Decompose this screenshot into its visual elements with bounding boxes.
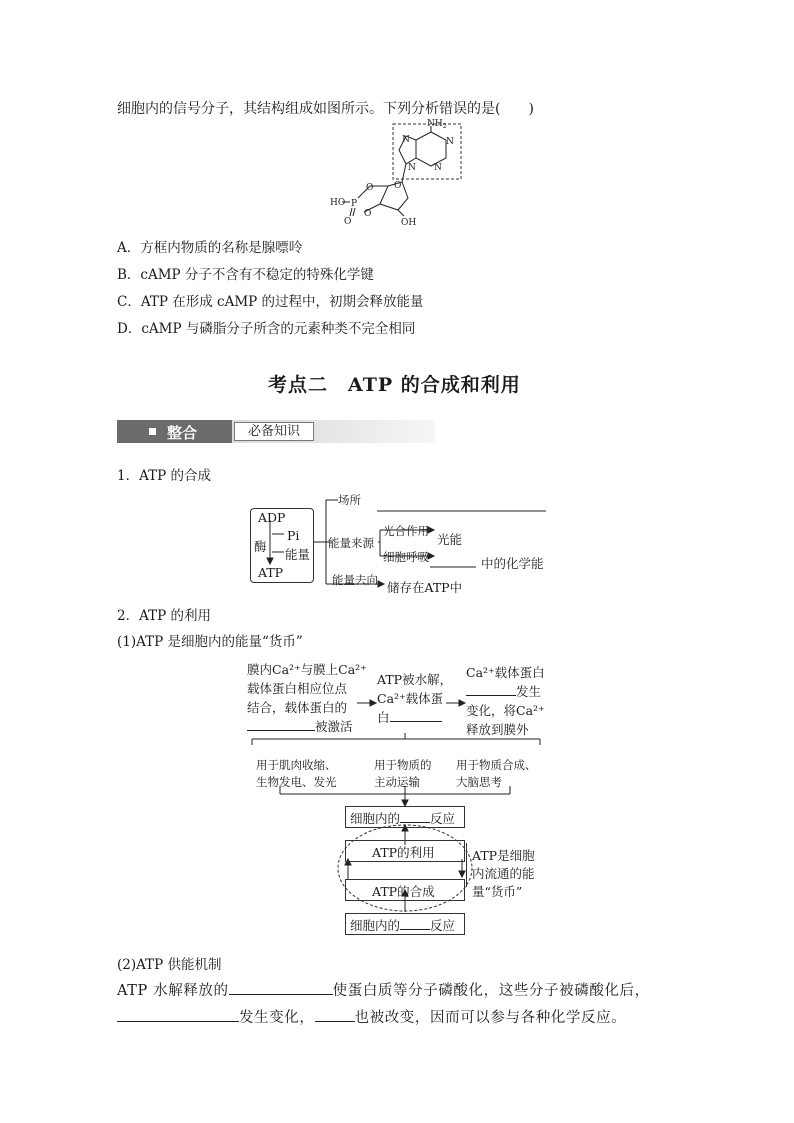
flow-box2-line3: 白	[377, 708, 442, 726]
diag-chem-energy: 中的化学能	[481, 556, 544, 571]
banner-label: 整合	[167, 424, 198, 442]
diag-adp: ADP	[258, 510, 286, 525]
flow-box3-line2: 发生	[466, 682, 541, 700]
reaction-bottom-text: 细胞内的 反应	[350, 918, 456, 933]
part2-sub1: (1)ATP 是细胞内的能量“货币”	[117, 634, 303, 650]
diag-respiration: 细胞呼吸	[383, 550, 429, 564]
flow-use3-line1: 用于物质合成、	[456, 758, 537, 772]
mol-nh2: $NH_2$	[427, 119, 447, 130]
camp-structure-diagram	[320, 118, 470, 226]
flow-use3-line2: 大脑思考	[456, 775, 502, 789]
flow-box2-line1: ATP被水解，	[377, 672, 453, 687]
section-title: 考点二 ATP 的合成和利用	[268, 374, 521, 396]
diag-site: 场所	[338, 493, 361, 507]
flow-box3-line1: Ca²⁺载体蛋白	[466, 665, 545, 680]
diag-atp: ATP	[258, 565, 284, 580]
flow-use1-line2: 生物发电、发光	[256, 775, 337, 789]
mol-n1: N	[446, 137, 454, 147]
diag-stored: 储存在ATP中	[387, 580, 463, 595]
mol-p: P	[351, 199, 358, 209]
flow-box2-line2: Ca²⁺载体蛋	[377, 691, 444, 706]
banner-dark-block	[117, 420, 232, 443]
flow-use2-line2: 主动运输	[374, 775, 420, 789]
question-stem: 细胞内的信号分子，其结构组成如图所示。下列分析错误的是( )	[117, 101, 534, 117]
mol-o2: O	[364, 209, 372, 219]
mol-oh: OH	[401, 218, 417, 226]
reaction-top-text: 细胞内的 反应	[350, 811, 456, 826]
part2-sub2: (2)ATP 供能机制	[117, 957, 222, 973]
flow-box1-line1: 膜内Ca²⁺与膜上Ca²⁺	[247, 662, 367, 677]
flow-box1-line4: 被激活	[247, 717, 353, 735]
diag-photosynthesis: 光合作用	[383, 524, 429, 538]
mol-n3: N	[402, 135, 410, 145]
currency-line2: 内流通的能	[472, 866, 535, 881]
section-banner	[117, 420, 435, 443]
option-c: C．ATP 在形成 cAMP 的过程中，初期会释放能量	[117, 294, 424, 310]
option-a: A．方框内物质的名称是腺嘌呤	[117, 240, 303, 256]
mol-o-double: O	[344, 217, 352, 226]
flow-box3-line4: 释放到膜外	[466, 722, 529, 737]
flow-box3-line3: 变化，将Ca²⁺	[466, 703, 545, 718]
diag-energy: 能量	[285, 547, 311, 562]
option-d: D．cAMP 与磷脂分子所含的元素种类不完全相同	[117, 321, 416, 337]
flow-use2-line1: 用于物质的	[374, 758, 432, 772]
currency-bracket	[466, 843, 470, 887]
flow-box1-line2: 载体蛋白相应位点	[247, 681, 348, 696]
mol-n4: N	[408, 163, 416, 173]
mol-ho: HO	[330, 198, 346, 208]
atp-use-text: ATP的利用	[372, 845, 435, 860]
mol-o1: O	[366, 183, 374, 193]
option-b: B．cAMP 分子不含有不稳定的特殊化学键	[117, 267, 374, 283]
currency-line1: ATP是细胞	[472, 848, 535, 863]
diag-energy-dest: 能量去向	[332, 573, 378, 587]
part1-heading: 1．ATP 的合成	[117, 468, 211, 484]
part2-heading: 2．ATP 的利用	[117, 608, 211, 624]
mol-o-ring: O	[394, 181, 402, 191]
diag-light-energy: 光能	[437, 532, 463, 547]
atp-synth-text: ATP的合成	[372, 884, 435, 899]
para-line1: ATP 水解释放的 使蛋白质等分子磷酸化，这些分子被磷酸化后，	[117, 983, 650, 999]
flow-box1-line3: 结合，载体蛋白的	[247, 700, 348, 715]
banner-tag: 必备知识	[234, 422, 314, 441]
diag-enzyme: 酶	[254, 539, 267, 554]
banner-square-icon	[149, 428, 156, 435]
diag-energy-source: 能量来源	[328, 536, 374, 550]
para-line2: 发生变化， 也被改变，因而可以参与各种化学反应。	[117, 1006, 626, 1027]
flow-use1-line1: 用于肌肉收缩、	[256, 758, 337, 772]
diag-pi: Pi	[287, 528, 300, 543]
currency-line3: 量“货币”	[472, 884, 523, 899]
mol-n2: N	[434, 163, 442, 173]
